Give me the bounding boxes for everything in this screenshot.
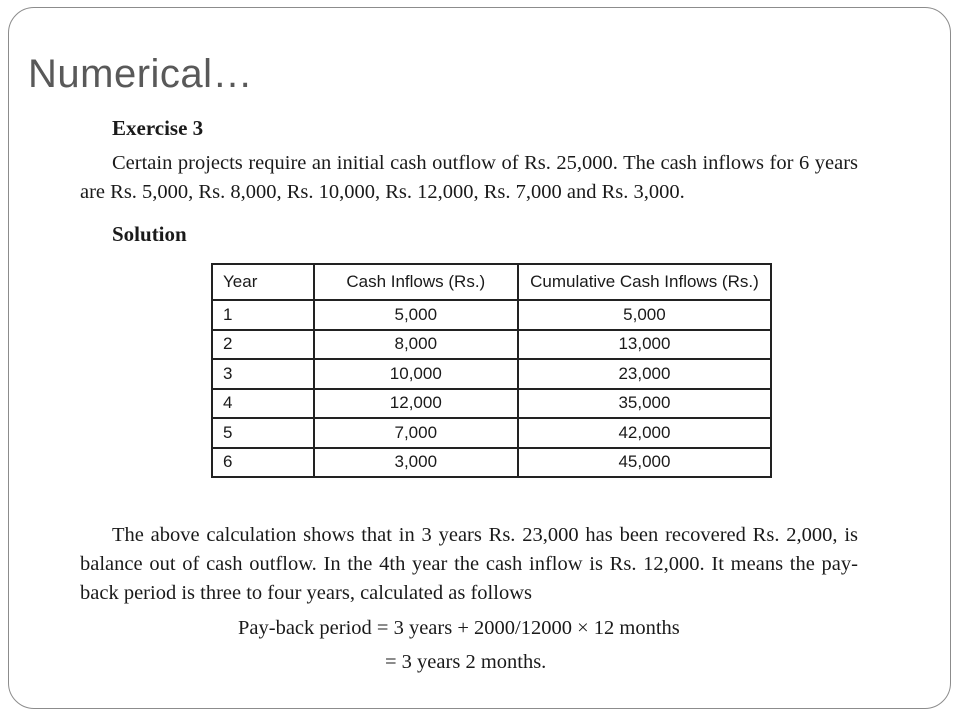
cell-inflow: 10,000: [314, 359, 518, 389]
cell-cumulative: 13,000: [518, 330, 771, 360]
cell-year: 2: [212, 330, 314, 360]
cell-year: 6: [212, 448, 314, 478]
header-cash-inflows: Cash Inflows (Rs.): [314, 264, 518, 300]
cell-year: 1: [212, 300, 314, 330]
cell-inflow: 8,000: [314, 330, 518, 360]
exercise-heading: Exercise 3: [112, 116, 204, 140]
table-header-row: [212, 264, 771, 300]
cell-year: 4: [212, 389, 314, 419]
cell-cumulative: 42,000: [518, 418, 771, 448]
cell-cumulative: 5,000: [518, 300, 771, 330]
table-row: [212, 418, 771, 448]
header-year: Year: [212, 264, 314, 300]
cell-inflow: 7,000: [314, 418, 518, 448]
solution-heading: Solution: [112, 222, 187, 246]
header-cumulative: Cumulative Cash Inflows (Rs.): [518, 264, 771, 300]
table-row: [212, 330, 771, 360]
formula-line-2: = 3 years 2 months.: [385, 651, 547, 673]
cell-year: 3: [212, 359, 314, 389]
cash-inflow-table: [211, 263, 772, 478]
table-row: [212, 359, 771, 389]
cell-year: 5: [212, 418, 314, 448]
table-row: [212, 448, 771, 478]
cell-inflow: 3,000: [314, 448, 518, 478]
explanation-text-content: The above calculation shows that in 3 years Rs. 23,000 has been recovered Rs. 2,000, is balance out of cash outflow. In the 4th year the cash inflow is Rs. 12,000. It means the pay-back period is three to four years, calculated as follows: [80, 524, 858, 604]
slide-title: Numerical…: [28, 52, 254, 96]
explanation-text: [80, 521, 858, 608]
table-row: [212, 389, 771, 419]
cell-cumulative: 23,000: [518, 359, 771, 389]
cell-inflow: 12,000: [314, 389, 518, 419]
cell-inflow: 5,000: [314, 300, 518, 330]
table-row: [212, 300, 771, 330]
exercise-text-content: Certain projects require an initial cash outflow of Rs. 25,000. The cash inflows for 6 years are Rs. 5,000, Rs. 8,000, Rs. 10,000, Rs. 12,000, Rs. 7,000 and Rs. 3,000.: [80, 152, 858, 203]
formula-line-1: Pay-back period = 3 years + 2000/12000 × 12 months: [238, 617, 680, 639]
exercise-text: [80, 149, 858, 207]
cell-cumulative: 35,000: [518, 389, 771, 419]
cell-cumulative: 45,000: [518, 448, 771, 478]
